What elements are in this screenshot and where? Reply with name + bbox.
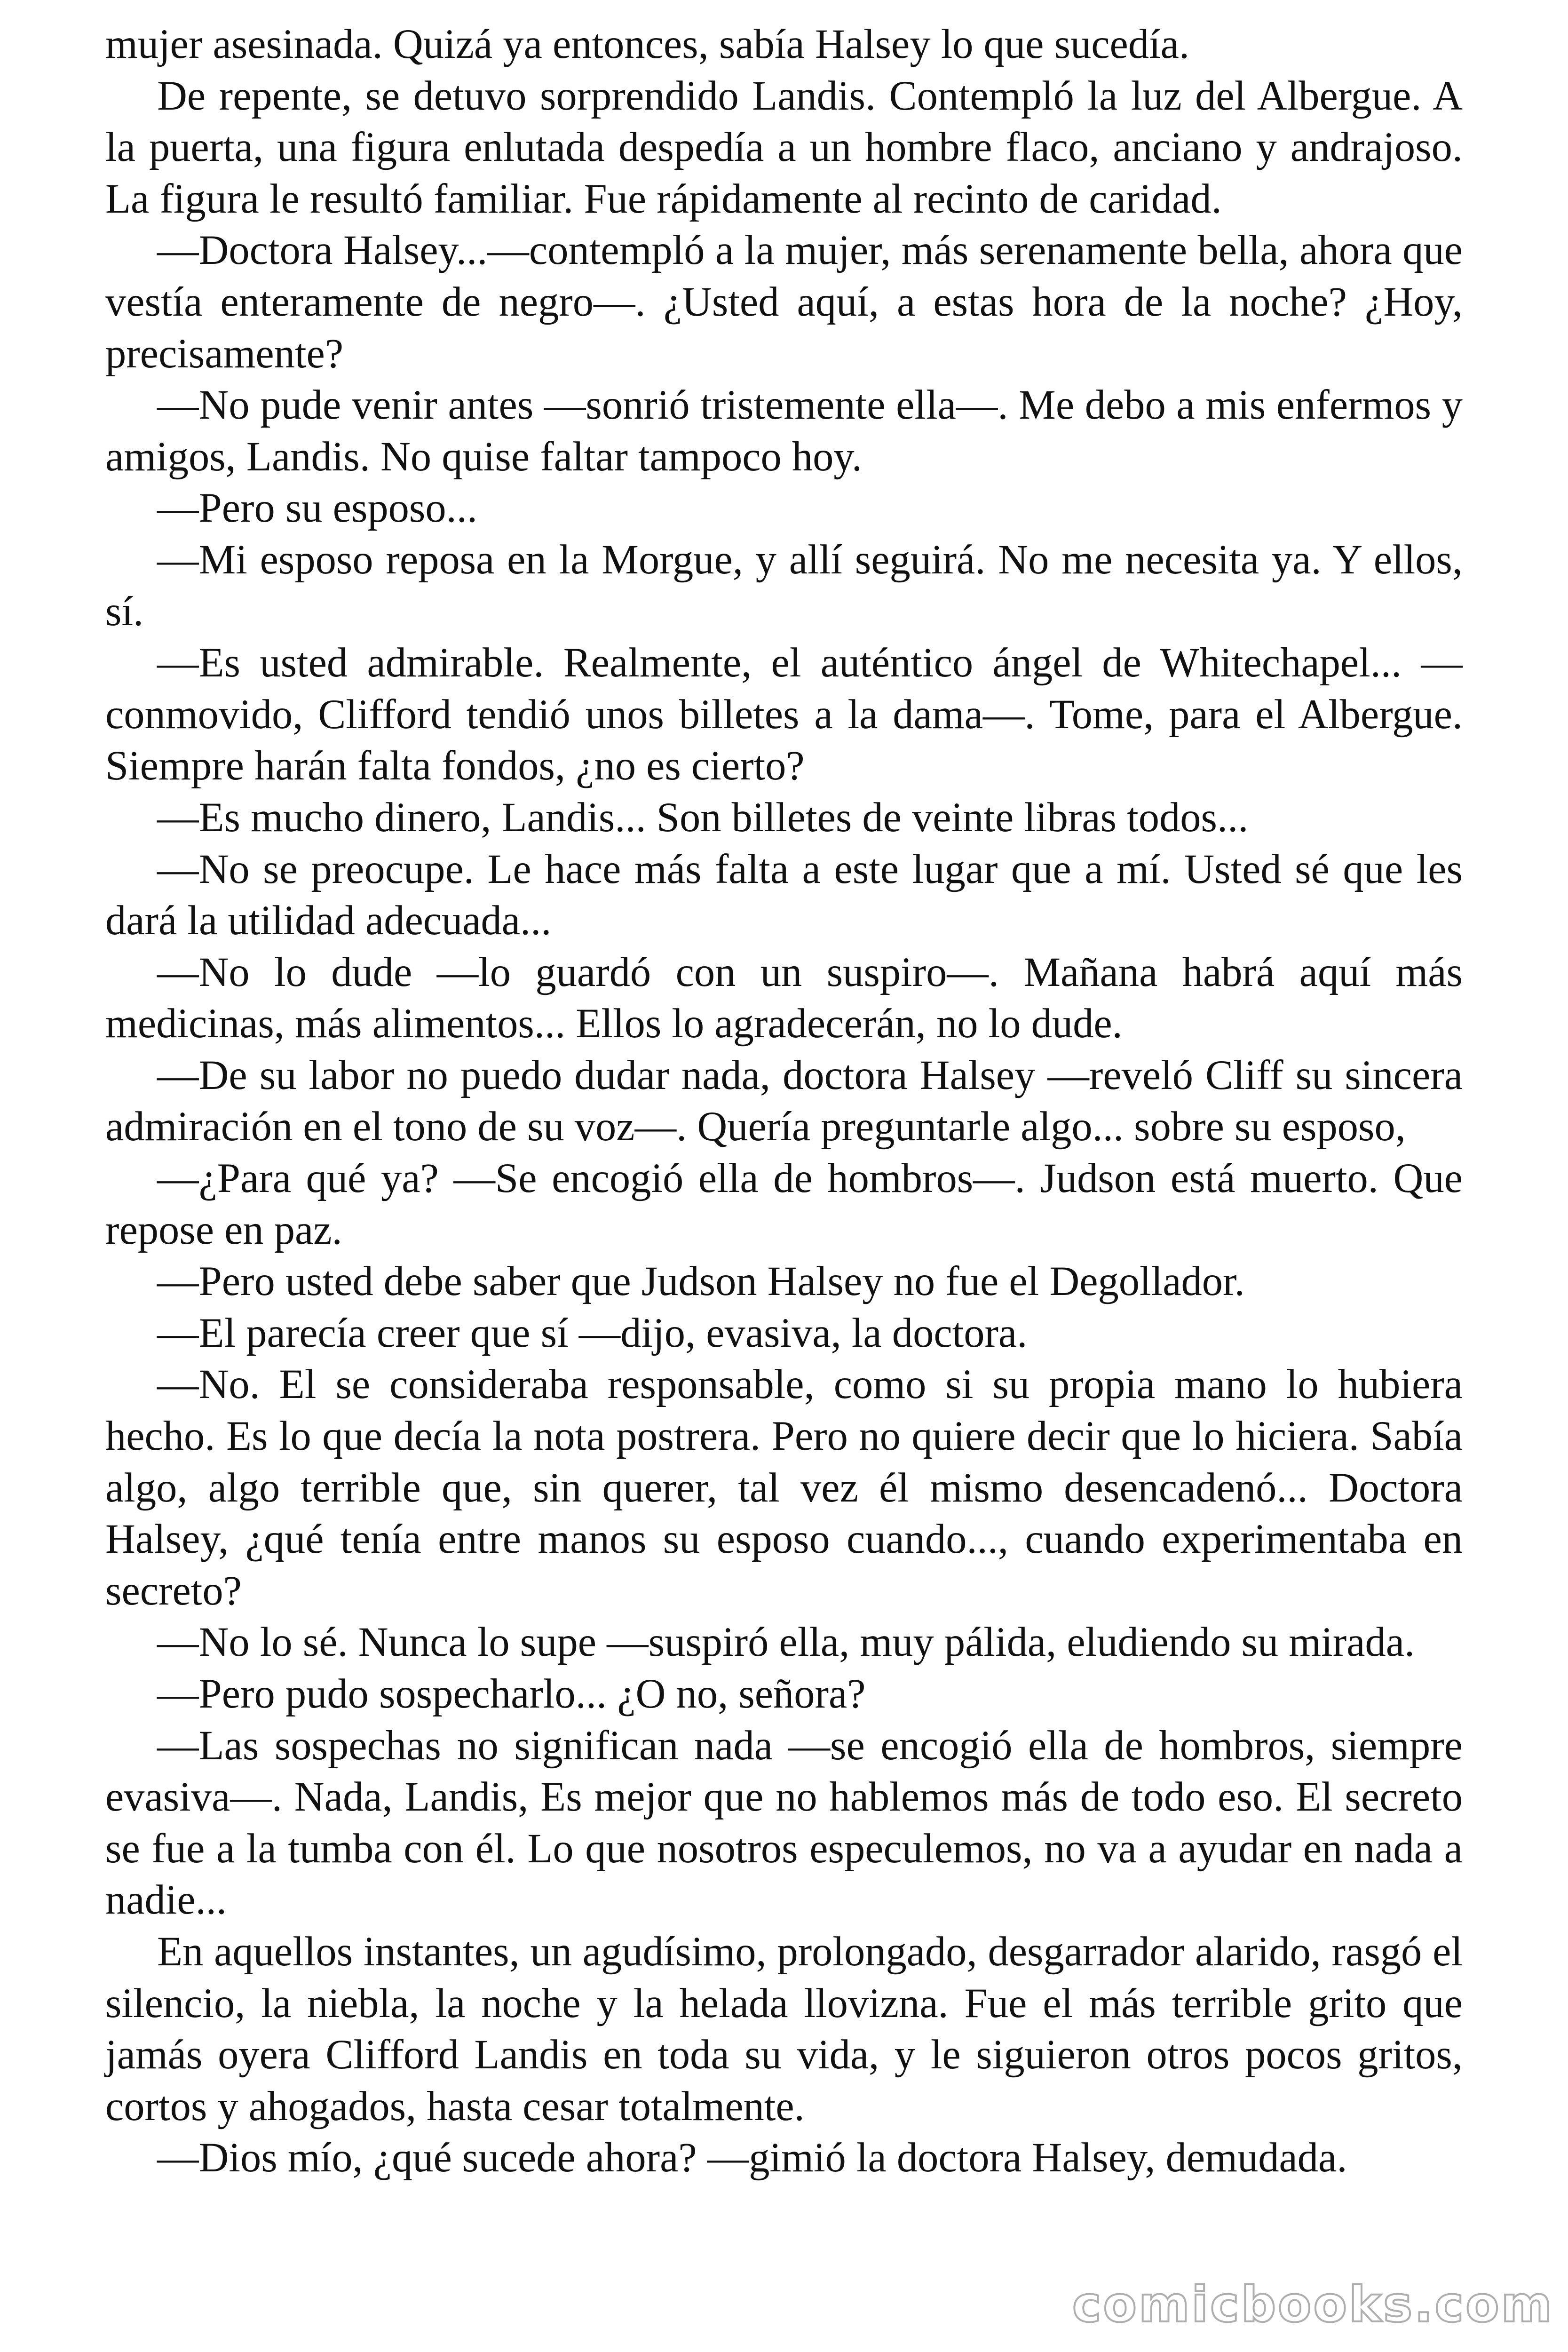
paragraph-2: De repente, se detuvo sorprendido Landis. Contempló la luz del Albergue. A la puerta, una figura enlutada despedía a un hombre flaco, anciano y andrajoso. La figura le resultó familiar. Fue rápidamente al recinto de caridad. — [105, 72, 1463, 222]
paragraph-3: —Doctora Halsey...—contempló a la mujer, más serenamente bella, ahora que vestía enteramente de negro—. ¿Usted aquí, a estas hora de la noche? ¿Hoy, precisamente? — [105, 227, 1463, 377]
paragraph-17: —Pero pudo sospecharlo... ¿O no, señora? — [157, 1671, 866, 1717]
paragraph-18: —Las sospechas no significan nada —se encogió ella de hombros, siempre evasiva—. Nada, Landis, Es mejor que no hablemos más de todo eso. El secreto se fue a la tumba con él. Lo que nosotros especulemos, no va a ayudar en nada a nadie... — [105, 1722, 1463, 1923]
paragraph-15: —No. El se consideraba responsable, como si su propia mano lo hubiera hecho. Es lo que decía la nota postrera. Pero no quiere decir que lo hiciera. Sabía algo, algo terrible que, sin querer, tal vez él mismo desencadenó... Doctora Halsey, ¿qué tenía entre manos su esposo cuando..., cuando experimentaba en secreto? — [105, 1361, 1463, 1614]
paragraph-11: —De su labor no puedo dudar nada, doctora Halsey —reveló Cliff su sincera admiración en el tono de su voz—. Quería preguntarle algo... sobre su esposo, — [105, 1052, 1463, 1150]
paragraph-6: —Mi esposo reposa en la Morgue, y allí seguirá. No me necesita ya. Y ellos, sí. — [105, 536, 1463, 635]
paragraph-1: mujer asesinada. Quizá ya entonces, sabía Halsey lo que sucedía. — [105, 21, 1190, 67]
watermark: comicbooks.com — [1072, 2276, 1554, 2333]
paragraph-13: —Pero usted debe saber que Judson Halsey no fue el Degollador. — [157, 1258, 1245, 1305]
paragraph-19: En aquellos instantes, un agudísimo, prolongado, desgarrador alarido, rasgó el silencio, la niebla, la noche y la helada llovizna. Fue el más terrible grito que jamás oyera Clifford Landis en toda su vida, y le siguieron otros pocos gritos, cortos y ahogados, hasta cesar totalmente. — [105, 1928, 1463, 2130]
paragraph-9: —No se preocupe. Le hace más falta a este lugar que a mí. Usted sé que les dará la utilidad adecuada... — [105, 846, 1463, 944]
paragraph-14: —El parecía creer que sí —dijo, evasiva, la doctora. — [157, 1310, 1028, 1356]
paragraph-20: —Dios mío, ¿qué sucede ahora? —gimió la doctora Halsey, demudada. — [157, 2135, 1347, 2181]
paragraph-10: —No lo dude —lo guardó con un suspiro—. Mañana habrá aquí más medicinas, más alimentos... Ellos lo agradecerán, no lo dude. — [105, 949, 1463, 1047]
paragraph-12: —¿Para qué ya? —Se encogió ella de hombros—. Judson está muerto. Que repose en paz. — [105, 1155, 1463, 1253]
paragraph-4: —No pude venir antes —sonrió tristemente ella—. Me debo a mis enfermos y amigos, Landis. No quise faltar tampoco hoy. — [105, 382, 1463, 480]
paragraph-16: —No lo sé. Nunca lo supe —suspiró ella, muy pálida, eludiendo su mirada. — [157, 1619, 1415, 1666]
page-text — [105, 19, 1463, 2184]
paragraph-8: —Es mucho dinero, Landis... Son billetes de veinte libras todos... — [157, 794, 1249, 841]
paragraph-5: —Pero su esposo... — [157, 485, 477, 532]
paragraph-7: —Es usted admirable. Realmente, el auténtico ángel de Whitechapel... —conmovido, Clifford tendió unos billetes a la dama—. Tome, para el Albergue. Siempre harán falta fondos, ¿no es cierto? — [105, 640, 1463, 789]
